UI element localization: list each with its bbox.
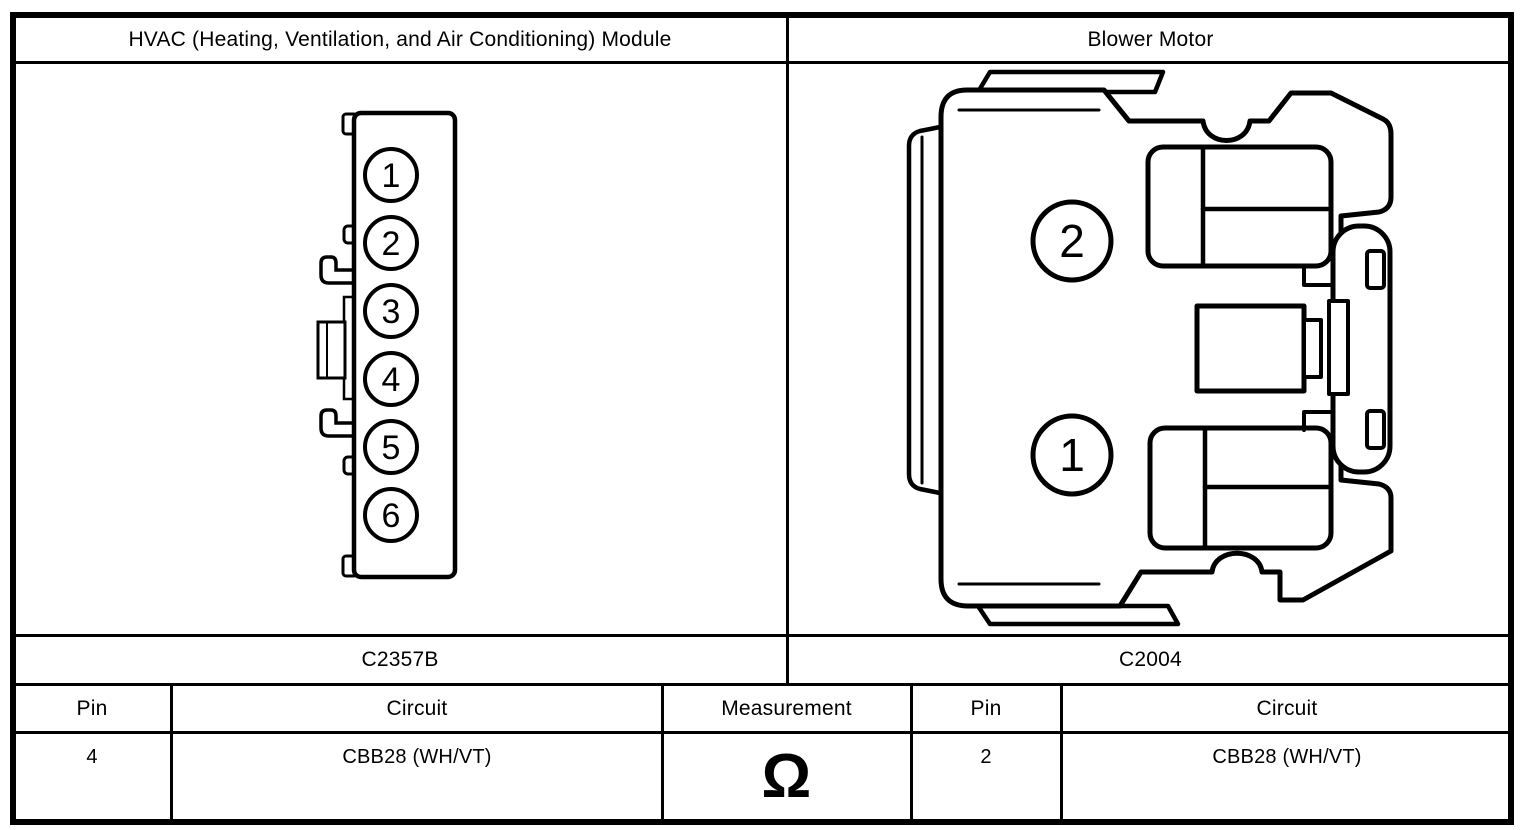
connector-hook-lower	[321, 410, 356, 436]
center-key-bar	[1329, 301, 1348, 394]
col-divider-pin-right	[1060, 684, 1063, 819]
pin-number-4: 4	[381, 361, 401, 399]
right-panel-title: Blower Motor	[1087, 27, 1214, 51]
measurement-symbol: Ω	[761, 742, 812, 811]
value-pin-left: 4	[86, 746, 98, 768]
right-rail-notch-top	[1367, 251, 1384, 288]
left-panel-title: HVAC (Heating, Ventilation, and Air Conditioning) Module	[128, 27, 672, 51]
hvac-module-connector-drawing	[13, 63, 787, 634]
col-divider-measurement	[910, 684, 913, 819]
col-divider-pin-left	[170, 684, 173, 819]
center-key-block	[1197, 306, 1304, 391]
right-rail-notch-bottom	[1367, 411, 1384, 448]
right-connector-label: C2004	[1119, 648, 1182, 671]
pin-number-5: 5	[381, 429, 401, 467]
value-pin-right: 2	[980, 746, 992, 768]
connector-side-tab	[318, 322, 345, 378]
connector-bottom-strip	[978, 606, 1178, 624]
value-circuit-left: CBB28 (WH/VT)	[342, 746, 492, 768]
pin-number-2: 2	[1059, 215, 1085, 267]
header-pin-left: Pin	[76, 696, 108, 720]
center-key-bump	[1304, 320, 1321, 377]
header-measurement: Measurement	[721, 696, 852, 720]
connector-hook-upper	[321, 257, 356, 283]
blower-motor-connector-drawing	[790, 63, 1511, 634]
left-connector-label: C2357B	[361, 648, 439, 671]
pin-number-2: 2	[381, 225, 401, 263]
header-pin-right: Pin	[970, 696, 1002, 720]
pin-number-1: 1	[1059, 429, 1085, 481]
pin-number-3: 3	[381, 293, 401, 331]
value-circuit-right: CBB28 (WH/VT)	[1212, 746, 1362, 768]
latch-top	[1148, 147, 1331, 266]
header-circuit-right: Circuit	[1256, 696, 1318, 720]
header-circuit-left: Circuit	[386, 696, 448, 720]
pin-number-1: 1	[381, 157, 401, 195]
pin-number-6: 6	[381, 497, 401, 535]
col-divider-circuit-left	[661, 684, 664, 819]
